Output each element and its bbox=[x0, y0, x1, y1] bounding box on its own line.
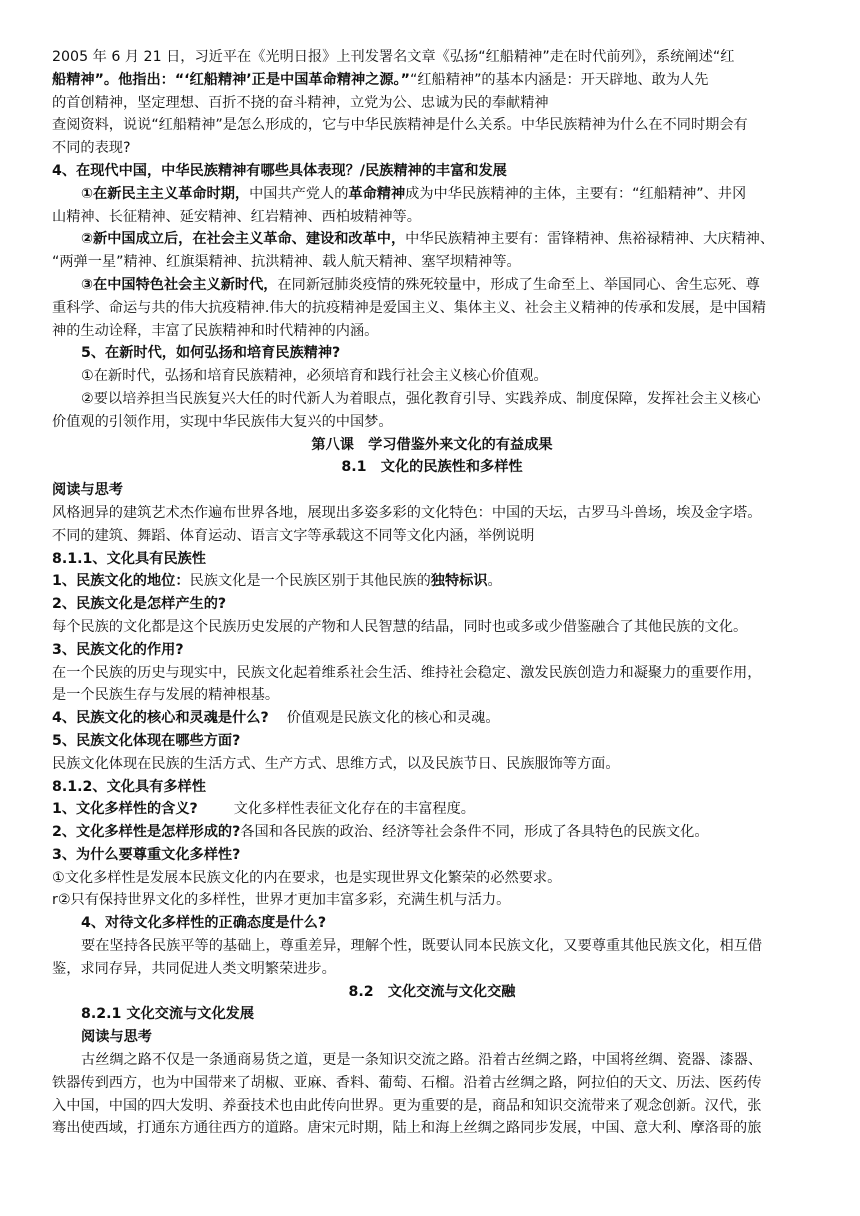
paragraph-line: 1、民族文化的地位：民族文化是一个民族区别于其他民族的独特标识。 bbox=[52, 573, 502, 590]
section-heading: 4、在现代中国，中华民族精神有哪些具体表现？/民族精神的丰富和发展 bbox=[52, 162, 507, 179]
section-title: 8.1 文化的民族性和多样性 bbox=[341, 459, 523, 476]
section-heading: 8.1.2、文化具有多样性 bbox=[52, 778, 206, 795]
paragraph-line: “两弹一星”精神、红旗渠精神、抗洪精神、载人航天精神、塞罕坝精神等。 bbox=[52, 254, 521, 271]
paragraph-line: 4、民族文化的核心和灵魂是什么? 价值观是民族文化的核心和灵魂。 bbox=[52, 710, 500, 727]
paragraph-line: 骞出使西域，打通东方通往西方的道路。唐宋元时期，陆上和海上丝绸之路同步发展，中国、意大利、摩洛哥的旅 bbox=[52, 1120, 762, 1137]
paragraph-line: 神的生动诠释，丰富了民族精神和时代精神的内涵。 bbox=[52, 322, 379, 339]
paragraph-line: 要在坚持各民族平等的基础上，尊重差异，理解个性，既要认同本民族文化，又要尊重其他民族文化，相互借 bbox=[81, 938, 763, 955]
section-heading: 5、民族文化体现在哪些方面? bbox=[52, 732, 241, 749]
section-title: 8.2 文化交流与文化交融 bbox=[348, 983, 516, 1000]
paragraph-line: 入中国，中国的四大发明、养蚕技术也由此传向世界。更为重要的是，商品和知识交流带来了观念创新。汉代，张 bbox=[52, 1097, 762, 1114]
paragraph-line: 是一个民族生存与发展的精神根基。 bbox=[52, 687, 280, 704]
paragraph-line: ②新中国成立后，在社会主义革命、建设和改革中，中华民族精神主要有：雷锋精神、焦裕禄精神、大庆精神、 bbox=[81, 231, 775, 248]
section-heading: 阅读与思考 bbox=[81, 1029, 152, 1046]
paragraph-line: r②只有保持世界文化的多样性，世界才更加丰富多彩，充满生机与活力。 bbox=[52, 892, 511, 909]
section-heading: 5、在新时代，如何弘扬和培育民族精神? bbox=[81, 345, 341, 362]
section-heading: 4、对待文化多样性的正确态度是什么? bbox=[81, 915, 327, 932]
paragraph-line: 在一个民族的历史与现实中，民族文化起着维系社会生活、维持社会稳定、激发民族创造力和凝聚力的重要作用， bbox=[52, 664, 762, 681]
document-page bbox=[52, 46, 812, 1140]
paragraph-line: 查阅资料，说说“红船精神”是怎么形成的，它与中华民族精神是什么关系。中华民族精神为什么在不同时期会有 bbox=[52, 117, 748, 134]
paragraph-line: ①在新时代，弘扬和培育民族精神，必须培育和践行社会主义核心价值观。 bbox=[81, 368, 548, 385]
section-heading: 8.2.1 文化交流与文化发展 bbox=[81, 1006, 255, 1023]
paragraph-line: 重科学、命运与共的伟大抗疫精神.伟大的抗疫精神是爱国主义、集体主义、社会主义精神的传承和发展，是中国精 bbox=[52, 299, 766, 316]
paragraph-line: ③在中国特色社会主义新时代，在同新冠肺炎疫情的殊死较量中，形成了生命至上、举国同心、舍生忘死、尊 bbox=[81, 276, 760, 293]
paragraph-line: 的首创精神，坚定理想、百折不挠的奋斗精神，立党为公、忠诚为民的奉献精神 bbox=[52, 94, 549, 111]
paragraph-line: 每个民族的文化都是这个民族历史发展的产物和人民智慧的结晶，同时也或多或少借鉴融合了其他民族的文化。 bbox=[52, 618, 748, 635]
paragraph-line: ①文化多样性是发展本民族文化的内在要求，也是实现世界文化繁荣的必然要求。 bbox=[52, 869, 562, 886]
section-heading: 8.1.1、文化具有民族性 bbox=[52, 550, 206, 567]
paragraph-line: 不同的表现? bbox=[52, 140, 131, 157]
paragraph-line: 铁器传到西方，也为中国带来了胡椒、亚麻、香料、葡萄、石榴。沿着古丝绸之路，阿拉伯的天文、历法、医药传 bbox=[52, 1074, 762, 1091]
paragraph-line: 古丝绸之路不仅是一条通商易货之道，更是一条知识交流之路。沿着古丝绸之路，中国将丝绸、瓷器、漆器、 bbox=[81, 1052, 763, 1069]
section-heading: 3、民族文化的作用? bbox=[52, 641, 184, 658]
paragraph-line: 鉴，求同存异，共同促进人类文明繁荣进步。 bbox=[52, 960, 336, 977]
paragraph-line: 价值观的引领作用，实现中华民族伟大复兴的中国梦。 bbox=[52, 413, 393, 430]
paragraph-line: 1、文化多样性的含义? 文化多样性表征文化存在的丰富程度。 bbox=[52, 801, 475, 818]
paragraph-line: 2、文化多样性是怎样形成的?各国和各民族的政治、经济等社会条件不同，形成了各具特色的民族文化。 bbox=[52, 824, 709, 841]
paragraph-line: 山精神、长征精神、延安精神、红岩精神、西柏坡精神等。 bbox=[52, 208, 421, 225]
paragraph-line: 船精神”。他指出：“‘红船精神’正是中国革命精神之源。”“红船精神”的基本内涵是：开天辟地、敢为人先 bbox=[52, 71, 709, 88]
lesson-title: 第八课 学习借鉴外来文化的有益成果 bbox=[311, 436, 553, 453]
paragraph-line: 民族文化体现在民族的生活方式、生产方式、思维方式，以及民族节日、民族服饰等方面。 bbox=[52, 755, 620, 772]
section-heading: 阅读与思考 bbox=[52, 482, 123, 499]
paragraph-line: ②要以培养担当民族复兴大任的时代新人为着眼点，强化教育引导、实践养成、制度保障，发挥社会主义核心 bbox=[81, 390, 761, 407]
paragraph-line: 不同的建筑、舞蹈、体育运动、语言文字等承载这不同等文化内涵，举例说明 bbox=[52, 527, 535, 544]
paragraph-line: ①在新民主主义革命时期，中国共产党人的革命精神成为中华民族精神的主体，主要有：“红船精神”、井冈 bbox=[81, 185, 747, 202]
section-heading: 2、民族文化是怎样产生的? bbox=[52, 596, 227, 613]
section-heading: 3、为什么要尊重文化多样性? bbox=[52, 846, 241, 863]
paragraph-line: 风格迥异的建筑艺术杰作遍布世界各地，展现出多姿多彩的文化特色：中国的天坛，古罗马斗兽场，埃及金字塔。 bbox=[52, 504, 762, 521]
paragraph-line: 2005 年 6 月 21 日，习近平在《光明日报》上刊发署名文章《弘扬“红船精神”走在时代前列》，系统阐述“红 bbox=[52, 49, 735, 65]
